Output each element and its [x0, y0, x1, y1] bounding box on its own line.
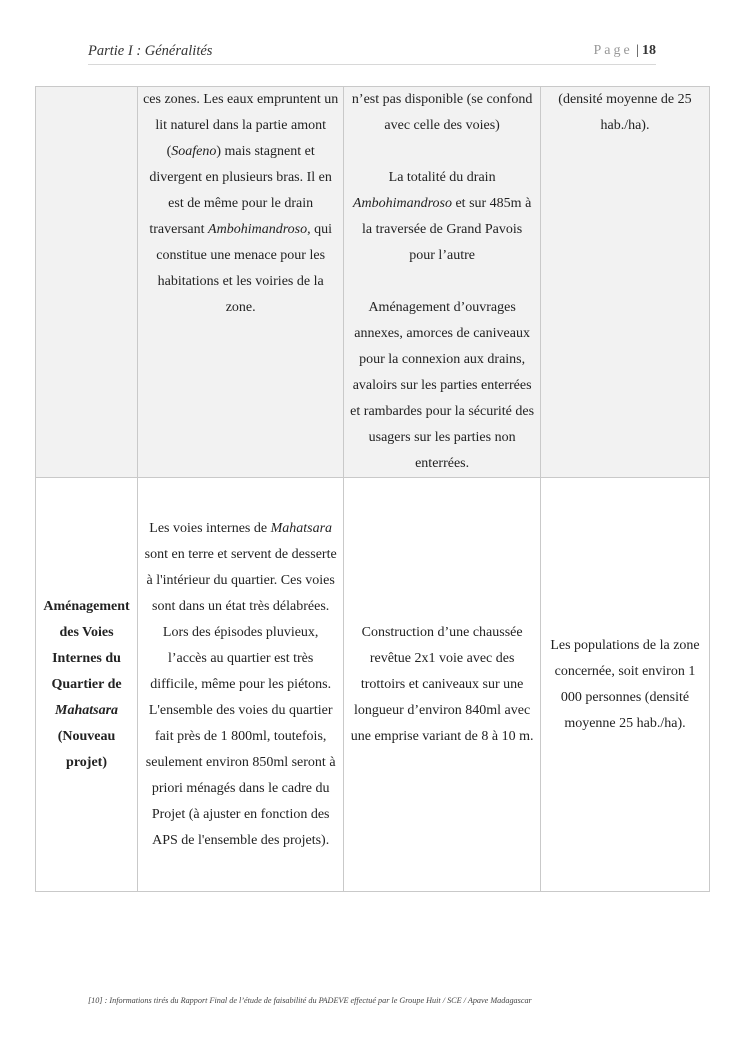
cell-works: Construction d’une chaussée revêtue 2x1 voie avec des trottoirs et caniveaux sur une longueur d’environ 840ml avec une emprise variant de 8 à 10 m.: [344, 478, 541, 892]
page-number: 18: [642, 43, 656, 58]
cell-population: (densité moyenne de 25 hab./ha).: [540, 87, 709, 478]
cell-description: Les voies internes de Mahatsara sont en terre et servent de desserte à l'intérieur du quartier. Ces voies sont dans un état très délabrées. Lors des épisodes pluvieux, l’accès au quartier est très difficile, même pour les piétons. L'ensemble des voies du quartier fait près de 1 800ml, toutefois, seulement environ 850ml seront à priori ménagés dans le cadre du Projet (à ajuster en fonction des APS de l'ensemble des projets).: [138, 478, 344, 892]
table-row: [36, 87, 710, 478]
cell-population: Les populations de la zone concernée, soit environ 1 000 personnes (densité moyenne 25 hab./ha).: [540, 478, 709, 892]
page-indicator: [593, 43, 656, 59]
cell-project-name: Aménagement des Voies Internes du Quartier de Mahatsara (Nouveau projet): [36, 478, 138, 892]
cell-project-name: [36, 87, 138, 478]
works-paragraph: n’est pas disponible (se confond avec celle des voies): [351, 92, 533, 133]
cell-works: [344, 87, 541, 478]
page-label: Page: [593, 43, 633, 58]
table-row: [36, 478, 710, 892]
works-paragraph: Aménagement d’ouvrages annexes, amorces de caniveaux pour la connexion aux drains, avaloirs sur les parties enterrées et rambardes pour la sécurité des usagers sur les parties non enterrées.: [350, 300, 535, 471]
footnote: [10] : Informations tirés du Rapport Final de l’étude de faisabilité du PADEVE effectué par le Groupe Huit / SCE / Apave Madagascar: [88, 996, 532, 1005]
section-title: Partie I : Généralités: [88, 43, 213, 59]
works-paragraph: La totalité du drain Ambohimandroso et sur 485m à la traversée de Grand Pavois pour l’autre: [352, 170, 532, 263]
page-separator: |: [636, 43, 639, 58]
project-table: [35, 86, 710, 892]
cell-description: ces zones. Les eaux empruntent un lit naturel dans la partie amont (Soafeno) mais stagnent et divergent en plusieurs bras. Il en est de même pour le drain traversant Ambohimandroso, qui constitue une menace pour les habitations et les voiries de la zone.: [138, 87, 344, 478]
page-header: [88, 42, 656, 65]
